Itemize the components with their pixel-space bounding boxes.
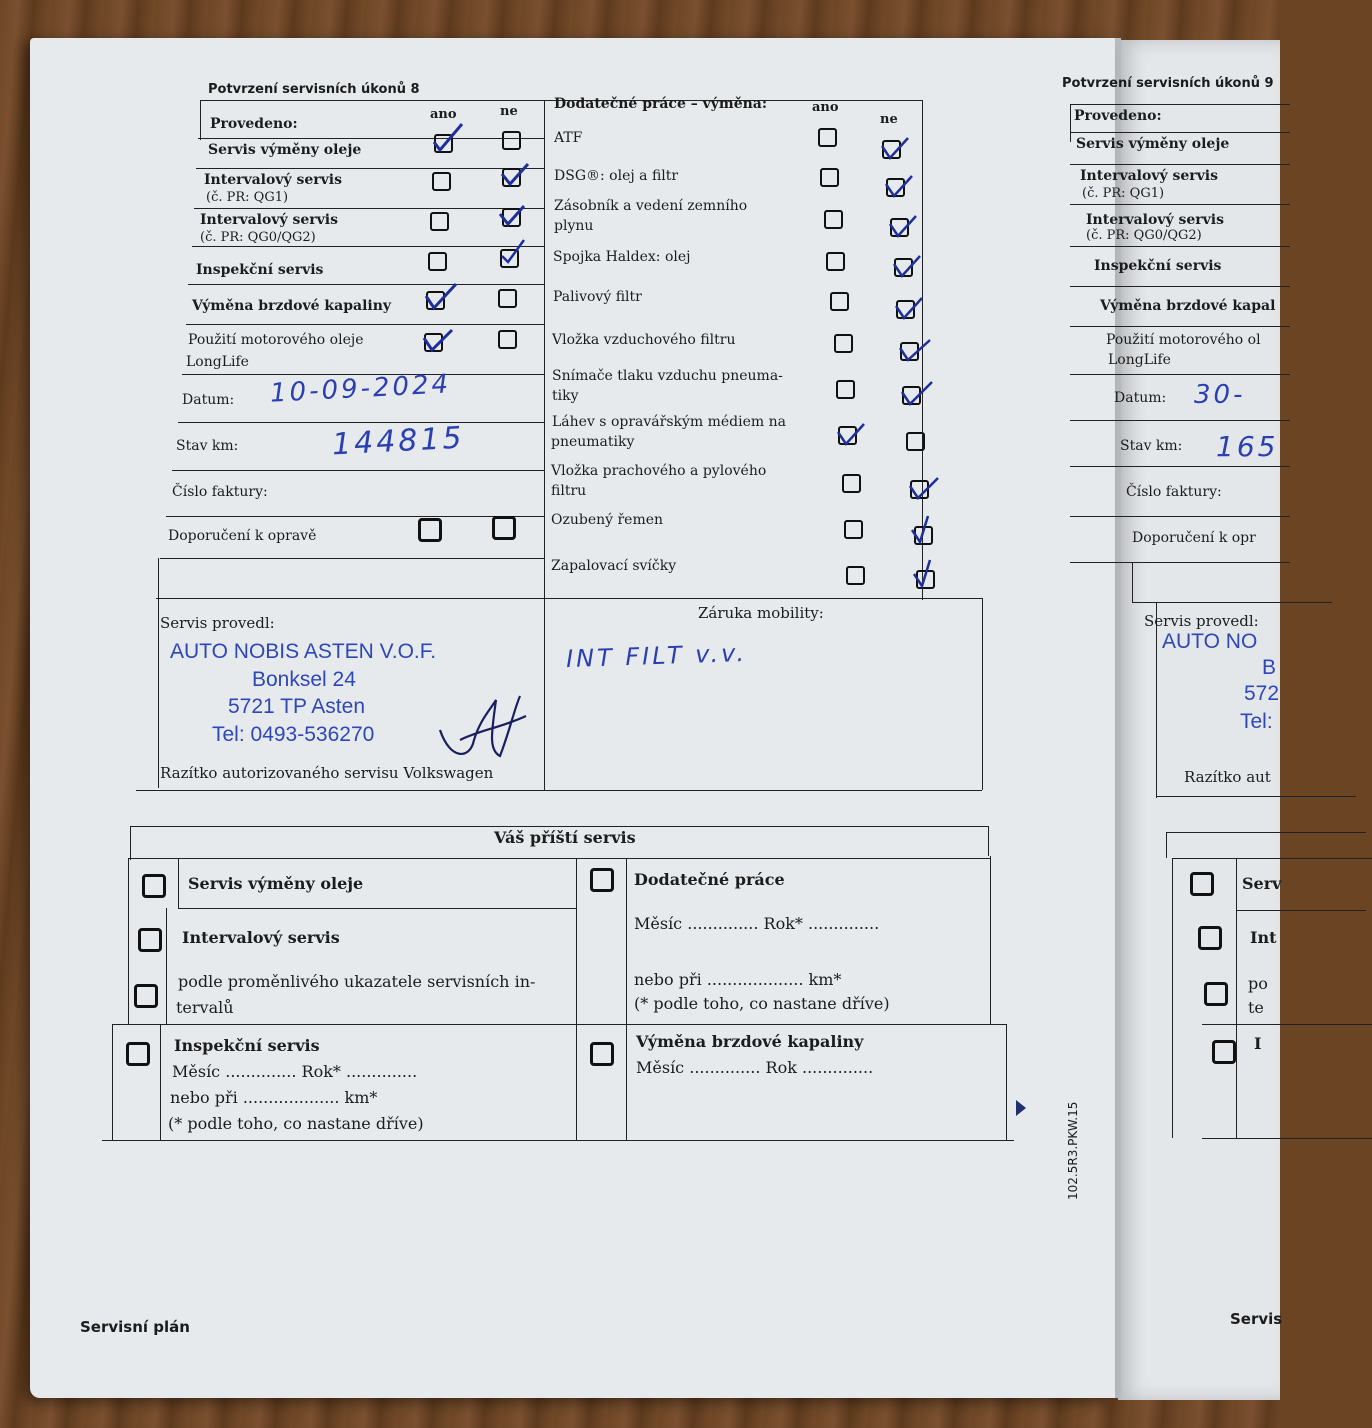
next-extra-label: Dodatečné práce xyxy=(634,870,785,889)
row-line xyxy=(194,208,544,209)
row-line xyxy=(186,324,544,325)
row-line xyxy=(156,598,982,599)
checkmark-icon xyxy=(910,556,942,592)
stamp-caption: Razítko autorizovaného servisu Volkswagen xyxy=(160,764,494,782)
rp-stamp-line-1: AUTO NO xyxy=(1162,630,1258,653)
extra-tpms: Snímače tlaku vzduchu pneuma- xyxy=(552,368,783,384)
extra-spark-plugs: Zapalovací svíčky xyxy=(551,558,677,574)
next-box-right xyxy=(1006,1024,1007,1140)
next-line xyxy=(1172,858,1372,859)
row-line xyxy=(1070,246,1290,247)
rp-interval-qg1-sub: (č. PR: QG1) xyxy=(1082,186,1165,201)
extra-fuel-filter: Palivový filtr xyxy=(553,289,642,305)
next-box-inner xyxy=(160,1024,161,1140)
row-line xyxy=(178,422,544,423)
row-line xyxy=(188,284,544,285)
recommendation-ne-checkbox[interactable] xyxy=(492,516,516,540)
oil-service-ne-checkbox[interactable] xyxy=(502,131,521,150)
air-filter-ano-checkbox[interactable] xyxy=(834,334,853,353)
next-brake-label: Výměna brzdové kapaliny xyxy=(636,1032,864,1051)
next-extra-note: (* podle toho, co nastane dříve) xyxy=(634,994,890,1013)
extra-timing-belt: Ozubený řemen xyxy=(551,512,664,528)
tyre-sealant-ne-checkbox[interactable] xyxy=(906,432,925,451)
row-line xyxy=(166,516,544,517)
next-service-title: Váš příští servis xyxy=(494,828,636,847)
next-inspection-note: (* podle toho, co nastane dříve) xyxy=(168,1114,424,1133)
item-oil-service: Servis výměny oleje xyxy=(208,142,362,158)
rp-km-value: 165 xyxy=(1216,430,1279,463)
extra-dsg: DSG®: olej a filtr xyxy=(554,168,679,184)
next-box-inner xyxy=(1236,858,1237,1138)
stamp-box-left xyxy=(1132,562,1133,602)
next-box-inner-right xyxy=(626,858,627,1140)
col-ano: ano xyxy=(430,107,457,122)
extra-tyre-sealant-sub: pneumatiky xyxy=(551,434,635,450)
next-box-left xyxy=(112,1024,113,1140)
next-extra-month: Měsíc .............. Rok* .............. xyxy=(634,914,880,933)
row-line xyxy=(172,470,544,471)
longlife-ne-checkbox[interactable] xyxy=(498,330,517,349)
extra-haldex: Spojka Haldex: olej xyxy=(553,249,691,265)
rp-next-oil-checkbox[interactable] xyxy=(1190,872,1214,896)
extra-tyre-sealant: Láhev s opravářským médiem na xyxy=(552,414,786,430)
next-line xyxy=(178,908,576,909)
next-box-left-top xyxy=(130,826,131,860)
next-box-middle xyxy=(576,858,577,1140)
cng-ano-checkbox[interactable] xyxy=(824,210,843,229)
next-box-inner xyxy=(178,858,179,908)
next-oil-label: Servis výměny oleje xyxy=(188,874,364,893)
rp-page-footer: Servis xyxy=(1230,1310,1283,1328)
col-ne-extra: ne xyxy=(880,112,898,127)
brake-fluid-ne-checkbox[interactable] xyxy=(498,289,517,308)
interval-qg0-ano-checkbox[interactable] xyxy=(430,212,449,231)
next-variable-line1: podle proměnlivého ukazatele servisních in- xyxy=(178,972,536,991)
row-line xyxy=(160,558,544,559)
next-brake-month: Měsíc .............. Rok .............. xyxy=(636,1058,874,1077)
rp-km-label: Stav km: xyxy=(1120,438,1183,454)
rp-next-oil: Serv xyxy=(1242,874,1282,893)
row-line xyxy=(1070,204,1290,205)
next-extra-km: nebo při ................... km* xyxy=(634,970,842,989)
fuel-filter-ano-checkbox[interactable] xyxy=(830,292,849,311)
recommendation-ano-checkbox[interactable] xyxy=(418,518,442,542)
rp-recommendation-label: Doporučení k opr xyxy=(1132,530,1256,546)
checkmark-icon xyxy=(420,324,460,358)
row-line xyxy=(198,138,544,139)
row-line xyxy=(1070,562,1290,563)
checkmark-icon xyxy=(898,378,936,410)
provedeno-label: Provedeno: xyxy=(210,116,298,132)
extra-tpms-sub: tiky xyxy=(552,388,579,404)
stamp-box-right xyxy=(982,598,983,790)
rp-longlife-sub: LongLife xyxy=(1108,352,1171,368)
checkmark-icon xyxy=(896,334,934,366)
inspection-ano-checkbox[interactable] xyxy=(428,252,447,271)
row-line xyxy=(1070,286,1290,287)
row-line xyxy=(192,246,544,247)
extra-pollen-filter: Vložka prachového a pylového xyxy=(551,463,767,479)
mobility-value: INT FILT v.v. xyxy=(565,638,748,674)
km-value: 144815 xyxy=(331,420,466,463)
next-box-left xyxy=(1166,832,1167,858)
next-line xyxy=(1236,910,1366,911)
next-inspection-checkbox[interactable] xyxy=(126,1042,150,1066)
pollen-filter-ano-checkbox[interactable] xyxy=(842,474,861,493)
next-extra-checkbox[interactable] xyxy=(590,868,614,892)
checkmark-icon xyxy=(496,200,530,232)
next-interval-label: Intervalový servis xyxy=(182,928,340,947)
extra-air-filter: Vložka vzduchového filtru xyxy=(552,332,736,348)
item-interval-qg1-sub: (č. PR: QG1) xyxy=(206,190,289,205)
stamp-line-2: Bonksel 24 xyxy=(252,668,356,691)
stamp-box-left xyxy=(158,558,159,788)
rp-next-variable-1: po xyxy=(1248,974,1268,993)
stamp-line-3: 5721 TP Asten xyxy=(228,695,366,718)
next-box-right-top xyxy=(988,826,989,856)
rp-datum-value: 30- xyxy=(1194,380,1246,410)
km-label: Stav km: xyxy=(176,438,239,454)
left-page xyxy=(30,38,1115,1398)
checkmark-icon xyxy=(422,280,462,314)
arrow-right-icon xyxy=(1014,1098,1028,1118)
next-box-left xyxy=(128,858,129,1024)
rp-next-inspection-checkbox[interactable] xyxy=(1212,1040,1236,1064)
row-line xyxy=(1070,516,1290,517)
rp-stamp-line-3: 572 xyxy=(1244,682,1280,705)
rp-invoice-label: Číslo faktury: xyxy=(1126,484,1222,500)
recommendation-label: Doporučení k opravě xyxy=(168,528,317,544)
invoice-label: Číslo faktury: xyxy=(172,484,268,500)
next-box-top xyxy=(130,826,988,827)
rp-next-variable-2: te xyxy=(1248,998,1264,1017)
section-title: Potvrzení servisních úkonů 8 xyxy=(208,82,420,97)
mobility-label: Záruka mobility: xyxy=(698,604,824,622)
tpms-ano-checkbox[interactable] xyxy=(836,380,855,399)
next-box-left xyxy=(1172,858,1173,1138)
stamp-box-bottom xyxy=(136,790,982,791)
next-line xyxy=(128,858,990,859)
item-inspection: Inspekční servis xyxy=(196,262,324,278)
stamp-box-bottom xyxy=(1156,796,1356,797)
next-line xyxy=(112,1024,1006,1025)
interval-qg1-ano-checkbox[interactable] xyxy=(432,172,451,191)
item-brake-fluid: Výměna brzdové kapaliny xyxy=(192,298,392,314)
item-interval-qg1: Intervalový servis xyxy=(204,172,342,188)
row-line xyxy=(196,168,544,169)
next-box-bottom xyxy=(102,1140,1014,1141)
checkmark-icon xyxy=(878,132,912,164)
table-left-border xyxy=(200,100,201,140)
stamp-line-1: AUTO NOBIS ASTEN V.O.F. xyxy=(170,640,437,663)
rp-interval-qg1: Intervalový servis xyxy=(1080,168,1218,184)
col-ne: ne xyxy=(500,104,518,119)
rp-stamp-line-4: Tel: xyxy=(1240,710,1273,733)
extra-pollen-filter-sub: filtru xyxy=(551,483,587,499)
haldex-ano-checkbox[interactable] xyxy=(826,252,845,271)
next-inspection-label: Inspekční servis xyxy=(174,1036,320,1055)
rp-servis-provedl: Servis provedl: xyxy=(1144,612,1259,630)
item-interval-qg0-sub: (č. PR: QG0/QG2) xyxy=(200,230,316,245)
rp-longlife: Použití motorového ol xyxy=(1106,332,1261,348)
checkmark-icon xyxy=(906,472,942,504)
rp-next-interval-checkbox[interactable] xyxy=(1198,926,1222,950)
rp-oil-service: Servis výměny oleje xyxy=(1076,136,1230,152)
next-box-bottom xyxy=(1202,1138,1372,1139)
page-footer: Servisní plán xyxy=(80,1318,190,1336)
row-line xyxy=(1070,326,1290,327)
stamp-box-left xyxy=(1156,602,1157,798)
item-longlife-oil-sub: LongLife xyxy=(186,354,249,370)
item-interval-qg0: Intervalový servis xyxy=(200,212,338,228)
atf-ano-checkbox[interactable] xyxy=(818,128,837,147)
provedeno-label-9: Provedeno: xyxy=(1074,108,1162,124)
checkmark-icon xyxy=(834,418,868,450)
extra-cng: Zásobník a vedení zemního xyxy=(554,198,748,214)
extra-works-title: Dodatečné práce – výměna: xyxy=(554,96,768,112)
row-line xyxy=(1070,164,1290,165)
row-line xyxy=(1070,466,1290,467)
next-box-inner xyxy=(166,908,167,1024)
next-interval-checkbox[interactable] xyxy=(138,928,162,952)
stamp-line-4: Tel: 0493-536270 xyxy=(212,723,375,746)
extra-atf: ATF xyxy=(554,130,583,146)
spark-plugs-ano-checkbox[interactable] xyxy=(846,566,865,585)
next-oil-checkbox[interactable] xyxy=(142,874,166,898)
checkmark-icon xyxy=(498,160,532,192)
rp-inspection: Inspekční servis xyxy=(1094,258,1222,274)
row-line xyxy=(1070,420,1290,421)
datum-label: Datum: xyxy=(182,392,235,408)
checkmark-icon xyxy=(886,210,920,242)
table-left-border xyxy=(1070,104,1071,142)
rp-interval-qg0: Intervalový servis xyxy=(1086,212,1224,228)
rp-next-variable-checkbox[interactable] xyxy=(1204,982,1228,1006)
dsg-ano-checkbox[interactable] xyxy=(820,168,839,187)
checkmark-icon xyxy=(498,238,528,268)
extra-cng-sub: plynu xyxy=(554,218,594,234)
servis-provedl-label: Servis provedl: xyxy=(160,614,275,632)
checkmark-icon xyxy=(908,512,940,548)
row-line xyxy=(1070,104,1290,105)
next-variable-checkbox[interactable] xyxy=(134,984,158,1008)
rp-brake-fluid: Výměna brzdové kapal xyxy=(1100,298,1276,314)
item-longlife-oil: Použití motorového oleje xyxy=(188,332,364,348)
rp-datum-label: Datum: xyxy=(1114,390,1167,406)
table-middle-divider xyxy=(544,100,545,790)
next-brake-checkbox[interactable] xyxy=(590,1042,614,1066)
next-inspection-km: nebo při ................... km* xyxy=(170,1088,378,1107)
next-inspection-month: Měsíc .............. Rok* .............. xyxy=(172,1062,418,1081)
row-line xyxy=(1132,602,1332,603)
next-variable-line2: tervalů xyxy=(176,998,234,1017)
row-line xyxy=(1070,132,1290,133)
datum-value: 10-09-2024 xyxy=(269,369,452,409)
rp-stamp-line-2: B xyxy=(1262,656,1277,679)
section-title-9: Potvrzení servisních úkonů 9 xyxy=(1062,76,1274,91)
checkmark-icon xyxy=(428,120,468,156)
next-line xyxy=(1202,1024,1372,1025)
next-box-top xyxy=(1166,832,1366,833)
rp-interval-qg0-sub: (č. PR: QG0/QG2) xyxy=(1086,228,1202,243)
timing-belt-ano-checkbox[interactable] xyxy=(844,520,863,539)
rp-next-inspection: I xyxy=(1254,1034,1262,1053)
signature xyxy=(430,690,530,770)
next-box-right xyxy=(990,856,991,1024)
rp-stamp-caption: Razítko aut xyxy=(1184,768,1271,786)
checkmark-icon xyxy=(882,170,916,202)
document-code: 102.5R3.PKW.15 xyxy=(1066,1101,1080,1200)
rp-next-interval: Int xyxy=(1250,928,1277,947)
row-line xyxy=(1070,374,1290,375)
checkmark-icon xyxy=(890,250,924,282)
col-ano-extra: ano xyxy=(812,100,839,115)
checkmark-icon xyxy=(892,292,926,324)
